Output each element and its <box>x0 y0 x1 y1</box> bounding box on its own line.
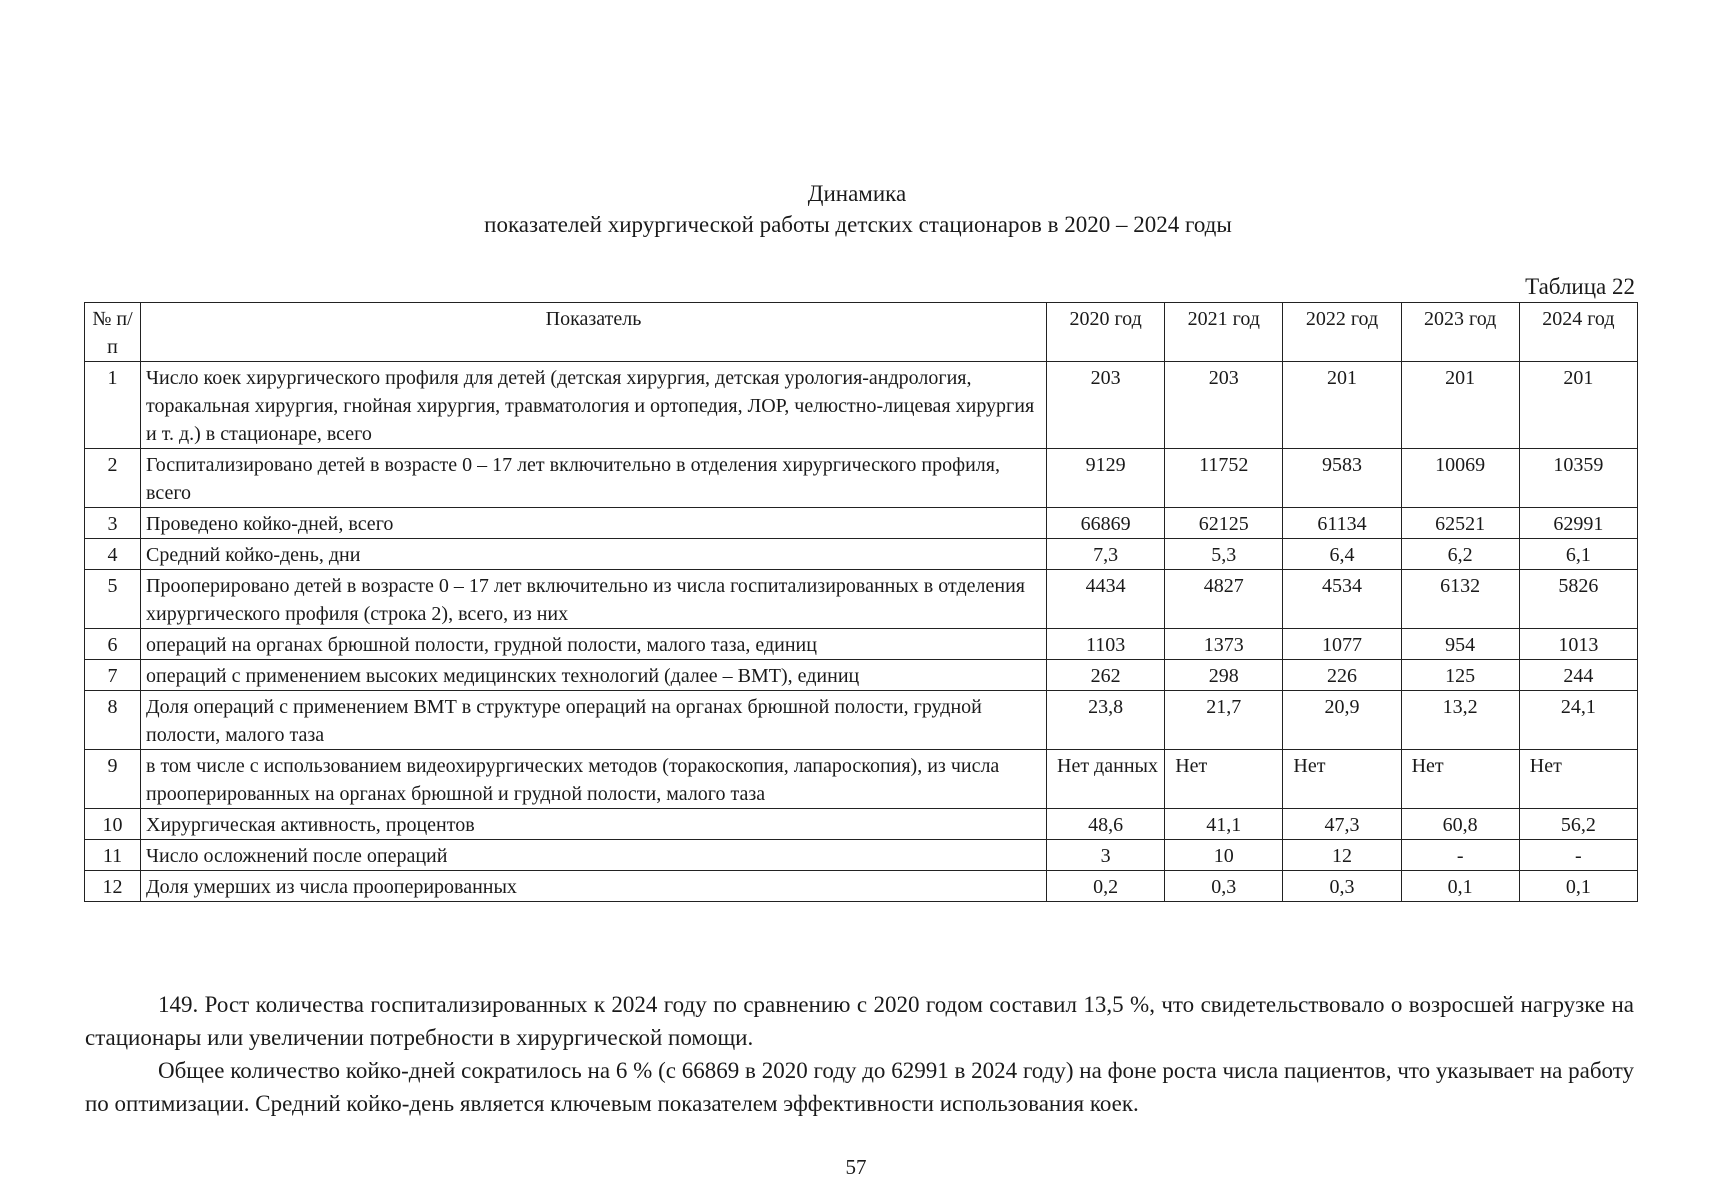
value-cell-2022: 12 <box>1283 840 1401 871</box>
value-cell-2022: 61134 <box>1283 508 1401 539</box>
value-cell-2022: 201 <box>1283 362 1401 449</box>
value-cell-2024: 5826 <box>1519 570 1637 629</box>
value-cell-2020: 7,3 <box>1047 539 1165 570</box>
surgical-indicators-table <box>84 302 1638 902</box>
value-cell-2020: 66869 <box>1047 508 1165 539</box>
table-row <box>85 508 1638 539</box>
value-cell-2021: 5,3 <box>1165 539 1283 570</box>
header-2022: 2022 год <box>1283 303 1401 362</box>
value-cell-2024: Нет <box>1519 750 1637 809</box>
table-row <box>85 539 1638 570</box>
indicator-cell: Число осложнений после операций <box>141 840 1047 871</box>
row-number-cell: 4 <box>85 539 141 570</box>
title-line-1: Динамика <box>807 181 907 206</box>
value-cell-2024: 62991 <box>1519 508 1637 539</box>
value-cell-2021: 11752 <box>1165 449 1283 508</box>
value-cell-2024: - <box>1519 840 1637 871</box>
value-cell-2023: 201 <box>1401 362 1519 449</box>
indicator-cell: Проведено койко-дней, всего <box>141 508 1047 539</box>
value-cell-2022: 1077 <box>1283 629 1401 660</box>
value-cell-2022: 0,3 <box>1283 871 1401 902</box>
row-number-cell: 1 <box>85 362 141 449</box>
value-cell-2022: 47,3 <box>1283 809 1401 840</box>
value-cell-2023: 6,2 <box>1401 539 1519 570</box>
value-cell-2023: 10069 <box>1401 449 1519 508</box>
row-number-cell: 5 <box>85 570 141 629</box>
indicator-cell: Число коек хирургического профиля для детей (детская хирургия, детская урология-андрология, торакальная хирургия, гнойная хирургия, травматология и ортопедия, ЛОР, челюстно-лицевая хирургия и т. д.) в стационаре, всего <box>141 362 1047 449</box>
value-cell-2022: 9583 <box>1283 449 1401 508</box>
value-cell-2024: 56,2 <box>1519 809 1637 840</box>
indicator-cell: в том числе с использованием видеохирургических методов (торакоскопия, лапароскопия), из числа прооперированных на органах брюшной и грудной полости, малого таза <box>141 750 1047 809</box>
value-cell-2024: 10359 <box>1519 449 1637 508</box>
value-cell-2022: 6,4 <box>1283 539 1401 570</box>
value-cell-2023: 60,8 <box>1401 809 1519 840</box>
title-line-2: показателей хирургической работы детских стационаров в 2020 – 2024 годы <box>484 212 1232 237</box>
value-cell-2024: 24,1 <box>1519 691 1637 750</box>
value-cell-2021: 298 <box>1165 660 1283 691</box>
value-cell-2021: 62125 <box>1165 508 1283 539</box>
header-2023: 2023 год <box>1401 303 1519 362</box>
value-cell-2020: 3 <box>1047 840 1165 871</box>
value-cell-2021: 41,1 <box>1165 809 1283 840</box>
value-cell-2024: 0,1 <box>1519 871 1637 902</box>
table-body <box>85 362 1638 902</box>
value-cell-2023: 13,2 <box>1401 691 1519 750</box>
indicator-cell: операций с применением высоких медицинских технологий (далее – ВМТ), единиц <box>141 660 1047 691</box>
indicator-cell: Прооперировано детей в возрасте 0 – 17 лет включительно из числа госпитализированных в отделения хирургического профиля (строка 2), всего, из них <box>141 570 1047 629</box>
table-row <box>85 660 1638 691</box>
value-cell-2020: 262 <box>1047 660 1165 691</box>
value-cell-2020: 23,8 <box>1047 691 1165 750</box>
value-cell-2020: 1103 <box>1047 629 1165 660</box>
value-cell-2023: - <box>1401 840 1519 871</box>
value-cell-2023: Нет <box>1401 750 1519 809</box>
table-caption: Таблица 22 <box>1525 274 1635 299</box>
table-row <box>85 750 1638 809</box>
row-number-cell: 9 <box>85 750 141 809</box>
value-cell-2023: 954 <box>1401 629 1519 660</box>
value-cell-2022: 4534 <box>1283 570 1401 629</box>
value-cell-2021: 0,3 <box>1165 871 1283 902</box>
table-row <box>85 362 1638 449</box>
body-text <box>85 988 1634 1120</box>
value-cell-2020: 0,2 <box>1047 871 1165 902</box>
value-cell-2021: 10 <box>1165 840 1283 871</box>
value-cell-2021: 1373 <box>1165 629 1283 660</box>
header-indicator: Показатель <box>141 303 1047 362</box>
table-title <box>0 178 1712 240</box>
indicator-cell: Средний койко-день, дни <box>141 539 1047 570</box>
value-cell-2021: 21,7 <box>1165 691 1283 750</box>
value-cell-2021: Нет <box>1165 750 1283 809</box>
value-cell-2020: 9129 <box>1047 449 1165 508</box>
value-cell-2020: Нет данных <box>1047 750 1165 809</box>
indicator-cell: Доля операций с применением ВМТ в структуре операций на органах брюшной полости, грудной полости, малого таза <box>141 691 1047 750</box>
table-row <box>85 449 1638 508</box>
row-number-cell: 8 <box>85 691 141 750</box>
value-cell-2021: 203 <box>1165 362 1283 449</box>
paragraph-149: 149. Рост количества госпитализированных к 2024 году по сравнению с 2020 годом составил 13,5 %, что свидетельствовало о возросшей нагрузке на стационары или увеличении потребности в хирургической помощи. <box>85 992 1634 1050</box>
table-row <box>85 570 1638 629</box>
indicator-cell: Хирургическая активность, процентов <box>141 809 1047 840</box>
value-cell-2022: 20,9 <box>1283 691 1401 750</box>
table-row <box>85 809 1638 840</box>
indicator-cell: Доля умерших из числа прооперированных <box>141 871 1047 902</box>
table-row <box>85 691 1638 750</box>
row-number-cell: 2 <box>85 449 141 508</box>
indicator-cell: операций на органах брюшной полости, грудной полости, малого таза, единиц <box>141 629 1047 660</box>
page-number: 57 <box>845 1155 867 1179</box>
table-row <box>85 629 1638 660</box>
value-cell-2020: 203 <box>1047 362 1165 449</box>
header-2020: 2020 год <box>1047 303 1165 362</box>
value-cell-2022: 226 <box>1283 660 1401 691</box>
value-cell-2024: 1013 <box>1519 629 1637 660</box>
header-2024: 2024 год <box>1519 303 1637 362</box>
row-number-cell: 6 <box>85 629 141 660</box>
value-cell-2023: 125 <box>1401 660 1519 691</box>
row-number-cell: 11 <box>85 840 141 871</box>
value-cell-2024: 244 <box>1519 660 1637 691</box>
value-cell-2024: 6,1 <box>1519 539 1637 570</box>
indicator-cell: Госпитализировано детей в возрасте 0 – 17 лет включительно в отделения хирургического профиля, всего <box>141 449 1047 508</box>
value-cell-2023: 0,1 <box>1401 871 1519 902</box>
table-row <box>85 840 1638 871</box>
paragraph-bed-days: Общее количество койко-дней сократилось на 6 % (с 66869 в 2020 году до 62991 в 2024 году) на фоне роста числа пациентов, что указывает на работу по оптимизации. Средний койко-день является ключевым показателем эффективности использования коек. <box>85 1058 1634 1116</box>
table-row <box>85 871 1638 902</box>
row-number-cell: 3 <box>85 508 141 539</box>
value-cell-2024: 201 <box>1519 362 1637 449</box>
value-cell-2022: Нет <box>1283 750 1401 809</box>
table-header-row <box>85 303 1638 362</box>
value-cell-2023: 6132 <box>1401 570 1519 629</box>
row-number-cell: 12 <box>85 871 141 902</box>
row-number-cell: 7 <box>85 660 141 691</box>
header-number: № п/п <box>85 303 141 362</box>
header-2021: 2021 год <box>1165 303 1283 362</box>
row-number-cell: 10 <box>85 809 141 840</box>
value-cell-2023: 62521 <box>1401 508 1519 539</box>
value-cell-2020: 4434 <box>1047 570 1165 629</box>
value-cell-2021: 4827 <box>1165 570 1283 629</box>
value-cell-2020: 48,6 <box>1047 809 1165 840</box>
